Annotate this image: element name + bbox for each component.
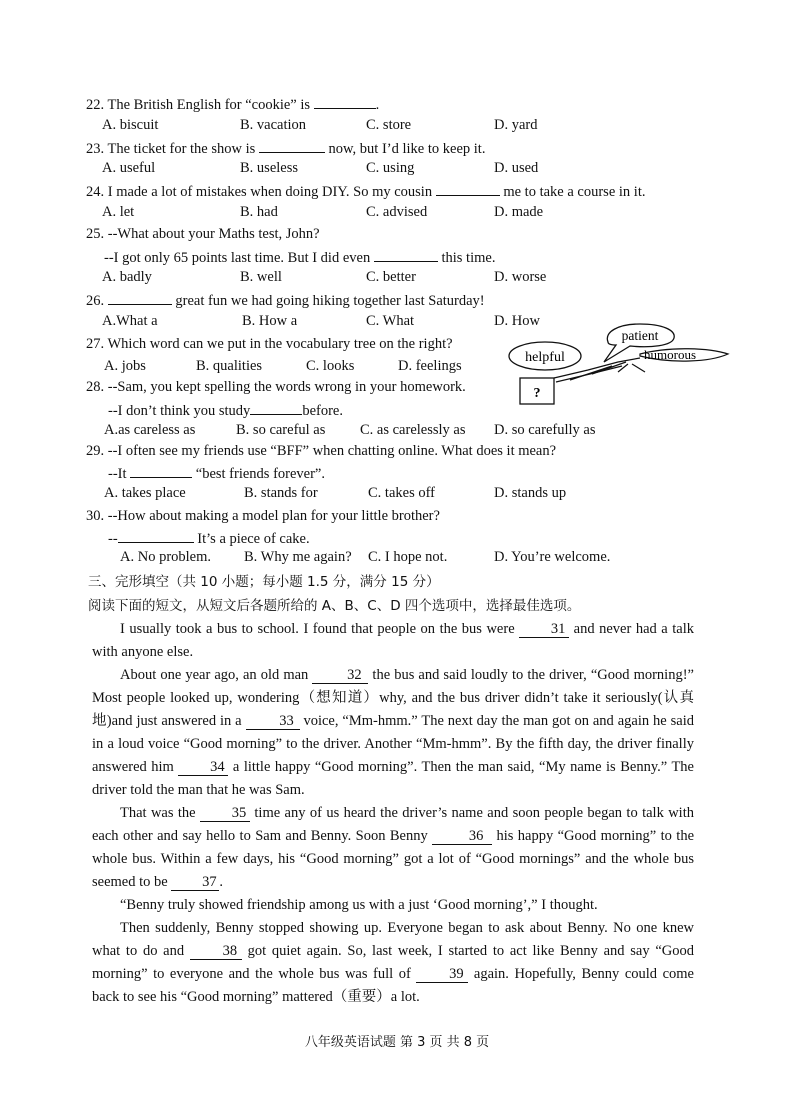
answer-blank bbox=[118, 528, 194, 543]
option-d: D. worse bbox=[494, 269, 547, 285]
option-c: C. looks bbox=[306, 358, 355, 374]
tree-word-humorous: humorous bbox=[644, 347, 696, 362]
blank-31: 31 bbox=[519, 621, 569, 638]
answer-blank bbox=[259, 138, 325, 153]
option-a: A. badly bbox=[102, 269, 152, 285]
option-b: B. How a bbox=[242, 313, 298, 329]
blank-34: 34 bbox=[178, 759, 228, 776]
blank-39: 39 bbox=[416, 966, 468, 983]
option-a: A. takes place bbox=[104, 485, 186, 501]
option-d: D. feelings bbox=[398, 358, 462, 374]
question-23: 23. The ticket for the show is now, but I’d like to keep it. bbox=[86, 138, 485, 158]
page-footer: 八年级英语试题 第 3 页 共 8 页 bbox=[304, 1035, 490, 1050]
option-d: D. stands up bbox=[494, 485, 567, 501]
question-29: 29. --I often see my friends use “BFF” when chatting online. What does it mean? bbox=[86, 443, 557, 459]
paragraph-5: Then suddenly, Benny stopped showing up. Everyone began to ask about Benny. No one knew what to do and 38 got quiet again. So, last week, I started to act like Benny and say “Good morning” to everyone and the whole bus was full of 39 again. Hopefully, Benny could come back to see his “Good morning” mattered（重要）a lot. bbox=[92, 920, 694, 1005]
option-c: C. store bbox=[366, 117, 412, 133]
answer-blank bbox=[250, 400, 302, 415]
option-a: A. useful bbox=[102, 160, 156, 176]
tree-word-patient: patient bbox=[621, 328, 659, 343]
paragraph-1: I usually took a bus to school. I found that people on the bus were 31 and never had a talk with anyone else. bbox=[92, 621, 694, 660]
option-a: A. jobs bbox=[104, 358, 146, 374]
section-heading: 三、完形填空（共 10 小题；每小题 1.5 分，满分 15 分） bbox=[88, 574, 440, 590]
question-22: 22. The British English for “cookie” is . bbox=[86, 94, 379, 114]
option-b: B. stands for bbox=[244, 485, 318, 501]
question-30: 30. --How about making a model plan for your little brother? bbox=[86, 508, 440, 524]
question-25-line2: --I got only 65 points last time. But I did even this time. bbox=[104, 247, 495, 267]
paragraph-3: That was the 35 time any of us heard the driver’s name and soon people began to talk with each other and say hello to Sam and Benny. Soon Benny 36 his happy “Good morning” to the whole bus. Within a few days, his “Good morning” got a lot of “Good mornings” and the whole bus seemed to be 37 . bbox=[92, 805, 694, 890]
option-d: D. How bbox=[494, 313, 540, 329]
answer-blank bbox=[436, 181, 500, 196]
answer-blank bbox=[314, 94, 376, 109]
option-a: A. No problem. bbox=[120, 549, 212, 565]
option-c: C. takes off bbox=[368, 485, 435, 501]
blank-38: 38 bbox=[190, 943, 242, 960]
option-c: C. better bbox=[366, 269, 416, 285]
option-d: D. You’re welcome. bbox=[494, 549, 611, 565]
question-24: 24. I made a lot of mistakes when doing DIY. So my cousin me to take a course in it. bbox=[86, 181, 645, 201]
answer-blank bbox=[374, 247, 438, 262]
option-b: B. useless bbox=[240, 160, 298, 176]
option-b: B. well bbox=[240, 269, 282, 285]
option-d: D. made bbox=[494, 204, 544, 220]
paragraph-4: “Benny truly showed friendship among us with a just ‘Good morning’,” I thought. bbox=[120, 897, 598, 913]
answer-blank bbox=[108, 290, 172, 305]
blank-37: 37 bbox=[171, 874, 219, 891]
option-a: A. let bbox=[102, 204, 135, 220]
blank-35: 35 bbox=[200, 805, 250, 822]
tree-unknown: ? bbox=[533, 386, 541, 401]
blank-36: 36 bbox=[432, 828, 492, 845]
option-c: C. using bbox=[366, 160, 415, 176]
option-b: B. had bbox=[240, 204, 278, 220]
cloze-passage bbox=[92, 618, 694, 1009]
option-d: D. used bbox=[494, 160, 539, 176]
option-c: C. advised bbox=[366, 204, 428, 220]
section-instruction: 阅读下面的短文，从短文后各题所给的 A、B、C、D 四个选项中，选择最佳选项。 bbox=[88, 598, 581, 614]
option-a: A.as careless as bbox=[104, 422, 196, 438]
option-c: C. What bbox=[366, 313, 415, 329]
paragraph-2: About one year ago, an old man 32 the bus and said loudly to the driver, “Good morning!” Most people looked up, wondering（想知道）why, and the bus driver didn’t take it seriously(认真地)and just answered in a 33 voice, “Mm-hmm.” The next day the man got on and again he said in a loud voice “Good morning” to the driver. Another “Mm-hmm”. By the fifth day, the driver finally answered him 34 a little happy “Good morning”. Then the man said, “My name is Benny.” The driver told the man that he was Sam. bbox=[92, 667, 694, 798]
blank-32: 32 bbox=[312, 667, 368, 684]
option-d: D. so carefully as bbox=[494, 422, 596, 438]
question-30-line2: -- It’s a piece of cake. bbox=[108, 528, 310, 548]
option-b: B. qualities bbox=[196, 358, 263, 374]
vocabulary-tree-diagram bbox=[500, 318, 740, 414]
option-a: A.What a bbox=[102, 313, 158, 329]
question-27: 27. Which word can we put in the vocabulary tree on the right? bbox=[86, 336, 453, 352]
option-c: C. I hope not. bbox=[368, 549, 448, 565]
question-29-line2: --It “best friends forever”. bbox=[108, 463, 325, 483]
option-c: C. as carelessly as bbox=[360, 422, 466, 438]
option-b: B. vacation bbox=[240, 117, 307, 133]
option-d: D. yard bbox=[494, 117, 538, 133]
option-a: A. biscuit bbox=[102, 117, 159, 133]
question-28-line2: --I don’t think you study before. bbox=[108, 400, 343, 420]
question-25: 25. --What about your Maths test, John? bbox=[86, 226, 320, 242]
answer-blank bbox=[130, 463, 192, 478]
option-b: B. Why me again? bbox=[244, 549, 352, 565]
option-b: B. so careful as bbox=[236, 422, 326, 438]
question-26: 26. great fun we had going hiking together last Saturday! bbox=[86, 290, 485, 310]
blank-33: 33 bbox=[246, 713, 300, 730]
question-28: 28. --Sam, you kept spelling the words wrong in your homework. bbox=[86, 379, 466, 395]
tree-word-helpful: helpful bbox=[525, 350, 565, 365]
